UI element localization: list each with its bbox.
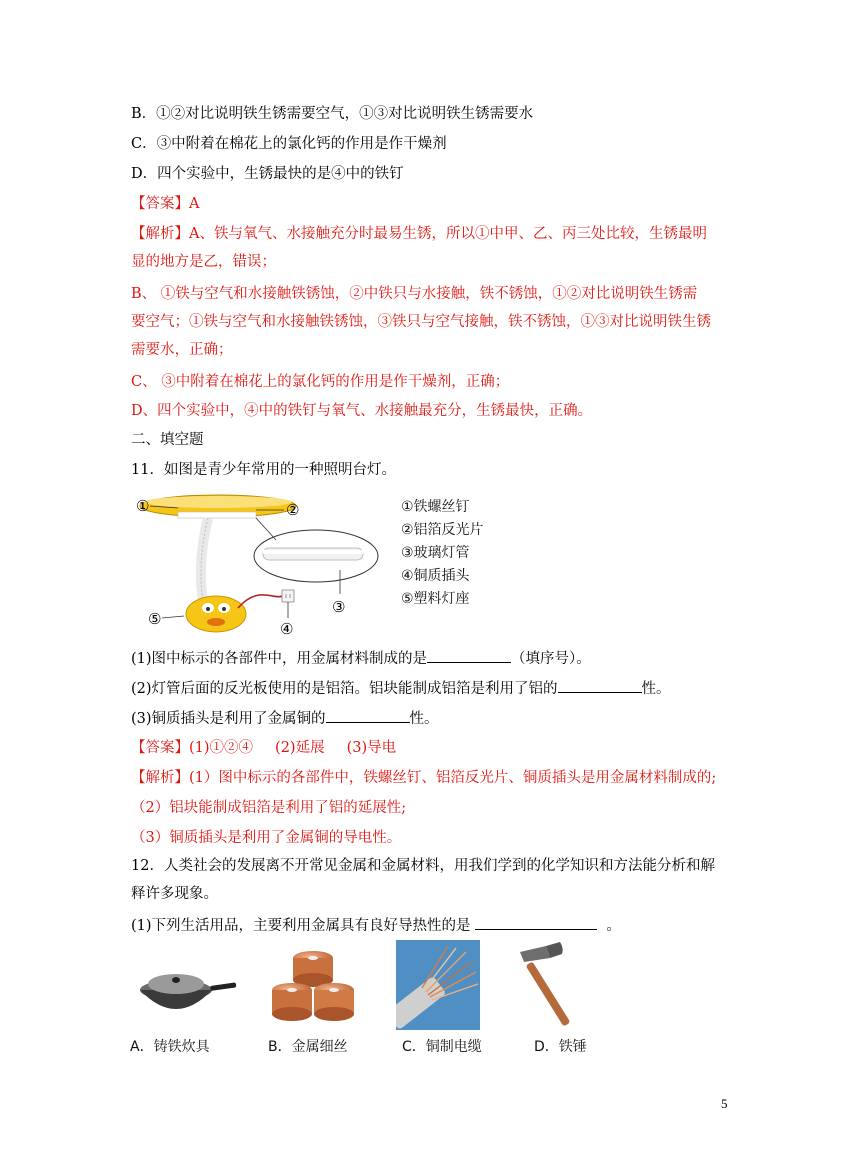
explanation-10-line-7: D、四个实验中，④中的铁钉与氧气、水接触最充分，生锈最快，正确。 — [131, 403, 593, 419]
callout-5: ⑤ — [148, 610, 162, 628]
explanation-11-line-1: 【解析】(1）图中标示的各部件中，铁螺丝钉、铝箔反光片、铜质插头是用金属材料制成的; — [131, 770, 717, 786]
explanation-10-line-4: 要空气；①铁与空气和水接触铁锈蚀，③铁只与空气接触，铁不锈蚀，①③对比说明铁生锈 — [131, 314, 711, 330]
answer-blank[interactable] — [475, 915, 597, 930]
legend-item: ③玻璃灯管 — [401, 545, 470, 561]
copper-wire-spools-icon — [268, 940, 358, 1030]
answer-10: 【答案】A — [131, 196, 200, 212]
section-heading: 二、填空题 — [131, 432, 204, 448]
explanation-10-line-2: 显的地方是乙，错误； — [131, 254, 276, 270]
question-12-line-2: 释许多现象。 — [131, 886, 218, 902]
hammer-icon — [516, 940, 596, 1030]
question-11-part-1: (1)图中标示的各部件中，用金属材料制成的是 （填序号）。 — [131, 648, 731, 669]
callout-3: ③ — [332, 598, 346, 616]
wok-icon — [138, 940, 238, 1030]
lamp-legend — [401, 496, 521, 611]
question-11: 11．如图是青少年常用的一种照明台灯。 — [131, 462, 396, 478]
question-11-part-2: (2)灯管后面的反光板使用的是铝箔。铝块能制成铝箔是利用了铝的 性。 — [131, 678, 731, 699]
explanation-10-line-5: 需要水，正确； — [131, 342, 233, 358]
callout-4: ④ — [280, 620, 294, 638]
callout-2: ② — [286, 501, 300, 519]
legend-item: ①铁螺丝钉 — [401, 499, 470, 515]
answer-blank[interactable] — [326, 708, 410, 723]
callout-1: ① — [136, 497, 150, 515]
question-12-line-1: 12．人类社会的发展离不开常见金属和金属材料，用我们学到的化学知识和方法能分析和解 — [131, 858, 715, 874]
answer-blank[interactable] — [558, 678, 642, 693]
legend-item: ④铜质插头 — [401, 568, 470, 584]
explanation-11-line-2: （2）铝块能制成铝箔是利用了铝的延展性; — [131, 800, 407, 816]
explanation-11-line-3: （3）铜质插头是利用了金属铜的导电性。 — [131, 830, 402, 846]
legend-item: ⑤塑料灯座 — [401, 591, 470, 607]
explanation-10-line-1: 【解析】A、铁与氧气、水接触充分时最易生锈，所以①中甲、乙、丙三处比较，生锈最明 — [131, 226, 707, 242]
question-11-part-3: (3)铜质插头是利用了金属铜的 性。 — [131, 708, 731, 729]
page-number: 5 — [721, 1096, 728, 1111]
explanation-10-line-6: C、 ③中附着在棉花上的氯化钙的作用是作干燥剂，正确； — [131, 374, 510, 390]
product-options — [128, 940, 608, 1065]
option-b: B．①②对比说明铁生锈需要空气，①③对比说明铁生锈需要水 — [131, 106, 534, 122]
explanation-10-line-3: B、 ①铁与空气和水接触铁锈蚀，②中铁只与水接触，铁不锈蚀，①②对比说明铁生锈需 — [131, 286, 698, 302]
product-label-a: A．铸铁炊具 — [130, 1039, 210, 1055]
option-c: C．③中附着在棉花上的氯化钙的作用是作干燥剂 — [131, 136, 447, 152]
answer-11: 【答案】(1)①②④ (2)延展 (3)导电 — [131, 740, 397, 756]
product-label-d: D．铁锤 — [534, 1039, 587, 1055]
product-label-b: B．金属细丝 — [268, 1039, 348, 1055]
question-12-part-1: (1)下列生活用品，主要利用金属具有良好导热性的是 。 — [131, 915, 731, 936]
option-d: D．四个实验中，生锈最快的是④中的铁钉 — [131, 166, 404, 182]
legend-item: ②铝箔反光片 — [401, 522, 484, 538]
product-label-c: C．铜制电缆 — [402, 1039, 482, 1055]
answer-blank[interactable] — [427, 648, 511, 663]
copper-cable-icon — [396, 940, 480, 1030]
